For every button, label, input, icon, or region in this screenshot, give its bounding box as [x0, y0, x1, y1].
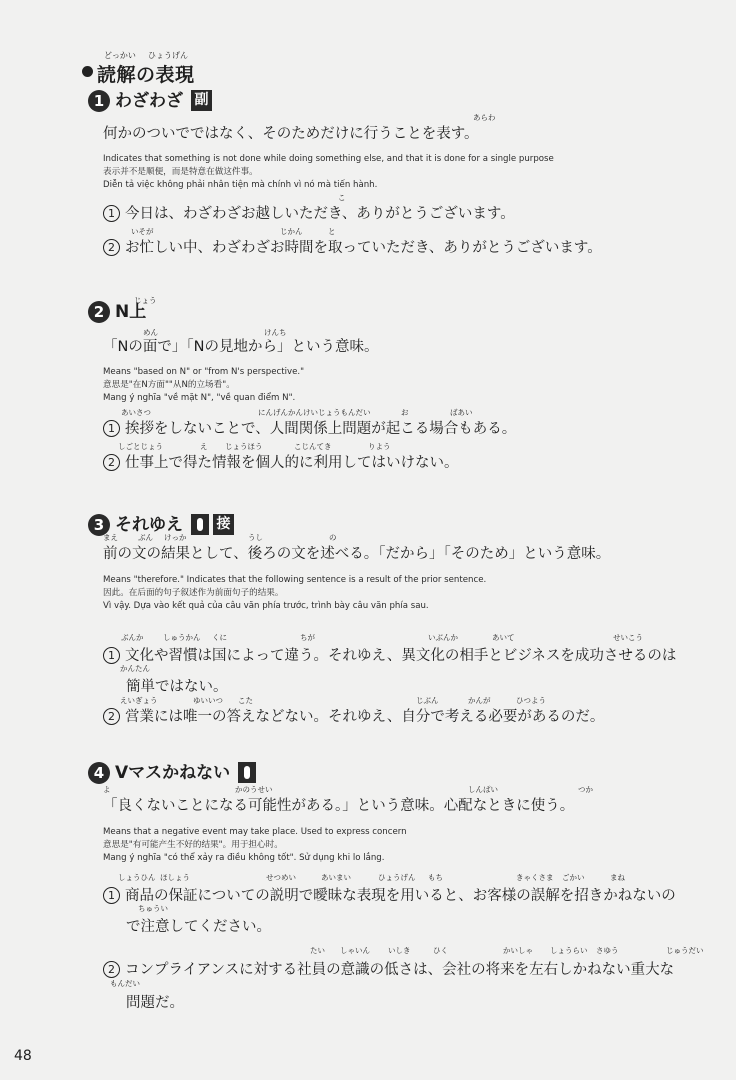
gloss-vietnamese: Diễn tả việc không phải nhân tiện mà chính vì nó mà tiến hành.: [103, 180, 378, 190]
ruby: こた: [238, 696, 253, 705]
entry-2: [88, 296, 728, 471]
ruby: かんが: [468, 696, 491, 705]
section-title: 読解の表現: [97, 64, 195, 86]
ruby: しょうらい: [550, 946, 588, 955]
entry-title: [115, 762, 256, 784]
gloss-chinese: 意思是"有可能产生不好的结果"。用于担心时。: [103, 840, 283, 850]
ruby: の: [329, 533, 337, 542]
example-text-cont: で注意してください。: [126, 919, 271, 935]
speech-mark-icon: [238, 762, 256, 783]
example-1: [103, 641, 718, 703]
gloss-vietnamese: Vì vậy. Dựa vào kết quả của câu văn phía trước, trình bày câu văn phía sau.: [103, 601, 429, 611]
example-2: [103, 954, 718, 1020]
entry-title-text: わざわざ: [115, 91, 183, 111]
example-text-cont: 簡単ではない。: [126, 679, 228, 695]
ruby: ひく: [433, 946, 448, 955]
ruby: よ: [103, 785, 111, 794]
ruby: と: [328, 227, 336, 236]
example-text: 仕事上で得た情報を個人的に利用してはいけない。: [125, 455, 459, 471]
ruby: ひょうげん: [148, 51, 188, 60]
ruby: あいさつ: [121, 408, 151, 417]
ruby: せいこう: [613, 633, 643, 642]
entry-title: [115, 90, 212, 112]
meaning: 前の文の結果として、後ろの文を述べる。「だから」「そのため」という意味。: [103, 546, 611, 562]
entry-head: [88, 90, 728, 116]
ruby: お: [401, 408, 409, 417]
ruby: もち: [428, 873, 443, 882]
example-1: [103, 881, 718, 943]
ruby: ちが: [300, 633, 315, 642]
entry-head: [88, 301, 728, 327]
ruby: くに: [212, 633, 227, 642]
example-text-cont: 問題だ。: [126, 995, 184, 1011]
ruby: さゆう: [596, 946, 619, 955]
entry-number: 3: [88, 514, 110, 536]
ruby: りよう: [368, 442, 391, 451]
ruby: しんぱい: [468, 785, 498, 794]
ruby: いしき: [388, 946, 411, 955]
ruby: しゅうかん: [163, 633, 201, 642]
entry-number: 2: [88, 301, 110, 323]
entry-title-text: それゆえ: [115, 515, 183, 535]
example-text: 営業には唯一の答えなどない。それゆえ、自分で考える必要があるのだ。: [125, 709, 605, 725]
ruby: あいまい: [321, 873, 351, 882]
ruby: せつめい: [266, 873, 296, 882]
ruby: こ: [338, 193, 346, 202]
example-text: 今日は、わざわざお越しいただき、ありがとうございます。: [125, 206, 515, 222]
meaning: 「Nの面で」「Nの見地から」という意味。: [103, 339, 379, 355]
example-text: お忙しい中、わざわざお時間を取っていただき、ありがとうございます。: [125, 240, 602, 256]
gloss-chinese: 因此。在后面的句子叙述作为前面句子的结果。: [103, 588, 284, 598]
entry-number: 1: [88, 90, 110, 112]
ruby: いぶんか: [428, 633, 458, 642]
example-text: 挨拶をしないことで、人間関係上問題が起こる場合もある。: [125, 421, 517, 437]
ruby: うし: [248, 533, 263, 542]
example-text: コンプライアンスに対する社員の意識の低さは、会社の将来を左右しかねない重大な: [125, 962, 675, 978]
ruby: まね: [610, 873, 625, 882]
entry-title-text: Vマスかねない: [115, 763, 231, 783]
gloss-english: Means "therefore." Indicates that the following sentence is a result of the prior sentence.: [103, 575, 487, 585]
example-number: 2: [103, 961, 120, 978]
ruby: しゃいん: [340, 946, 370, 955]
ruby: えいぎょう: [120, 696, 158, 705]
gloss-vietnamese: Mang ý nghĩa "về mặt N", "về quan điểm N".: [103, 393, 296, 403]
gloss-english: Means "based on N" or "from N's perspective.": [103, 367, 305, 377]
ruby: あいて: [492, 633, 515, 642]
entry-3: [88, 514, 728, 725]
ruby: じょうほう: [225, 442, 263, 451]
ruby: え: [200, 442, 208, 451]
ruby: どっかい: [104, 51, 136, 60]
gloss-english: Means that a negative event may take place. Used to express concern: [103, 827, 407, 837]
ruby: ちゅうい: [138, 904, 168, 913]
meaning: 何かのついでではなく、そのためだけに行うことを表す。: [103, 126, 479, 142]
example-number: 2: [103, 239, 120, 256]
ruby: あらわ: [473, 113, 496, 122]
meaning: 「良くないことになる可能性がある。」という意味。心配なときに使う。: [103, 798, 575, 814]
ruby: にんげんかんけいじょうもんだい: [258, 408, 371, 417]
ruby: もんだい: [110, 979, 140, 988]
example-1: [103, 416, 718, 443]
part-of-speech-tag: 接: [213, 514, 234, 535]
gloss-chinese: 意思是"在N方面""从N的立场看"。: [103, 380, 235, 390]
ruby: ごかい: [562, 873, 585, 882]
ruby: めん: [143, 328, 158, 337]
page-number: 48: [14, 1048, 32, 1064]
example-text: 商品の保証についての説明で曖昧な表現を用いると、お客様の誤解を招きかねないの: [125, 888, 676, 904]
entry-head: [88, 762, 728, 788]
ruby: かのうせい: [235, 785, 273, 794]
ruby: つか: [578, 785, 593, 794]
part-of-speech-tag: 副: [191, 90, 212, 111]
entry-4: [88, 762, 728, 1011]
ruby: じかん: [280, 227, 303, 236]
example-text: 文化や習慣は国によって違う。それゆえ、異文化の相手とビジネスを成功させるのは: [125, 648, 677, 664]
gloss-chinese: 表示并不是顺便，而是特意在做这件事。: [103, 167, 258, 177]
ruby: かいしゃ: [503, 946, 533, 955]
example-2: [103, 704, 718, 731]
ruby: ひょうげん: [378, 873, 416, 882]
example-1: [103, 201, 718, 228]
speech-mark-icon: [191, 514, 209, 535]
gloss-vietnamese: Mang ý nghĩa "có thể xảy ra điều không tốt". Sử dụng khi lo lắng.: [103, 853, 385, 863]
ruby: じゅうだい: [666, 946, 704, 955]
ruby: こじんてき: [294, 442, 332, 451]
entry-number: 4: [88, 762, 110, 784]
ruby: じょう: [134, 296, 157, 305]
ruby: ひつよう: [516, 696, 546, 705]
example-number: 1: [103, 647, 120, 664]
ruby: きゃくさま: [516, 873, 554, 882]
ruby: まえ: [103, 533, 118, 542]
example-number: 2: [103, 708, 120, 725]
ruby: ぶんか: [121, 633, 144, 642]
ruby: ほしょう: [160, 873, 190, 882]
bullet-icon: [82, 66, 93, 77]
example-number: 2: [103, 454, 120, 471]
ruby: じぶん: [416, 696, 439, 705]
entry-1: [88, 90, 728, 256]
ruby: かんたん: [120, 664, 150, 673]
ruby: ぶん: [138, 533, 153, 542]
example-2: [103, 450, 718, 477]
example-number: 1: [103, 887, 120, 904]
entry-title: N上: [115, 302, 147, 322]
ruby: しごとじょう: [118, 442, 163, 451]
example-2: [103, 235, 718, 262]
ruby: たい: [310, 946, 325, 955]
gloss-english: Indicates that something is not done while doing something else, and that it is done for a single purpose: [103, 154, 554, 164]
ruby: いそが: [131, 227, 154, 236]
ruby: しょうひん: [118, 873, 156, 882]
ruby: ゆいいつ: [193, 696, 223, 705]
ruby: けっか: [164, 533, 187, 542]
ruby: けんち: [264, 328, 287, 337]
ruby: ばあい: [450, 408, 473, 417]
example-number: 1: [103, 205, 120, 222]
example-number: 1: [103, 420, 120, 437]
